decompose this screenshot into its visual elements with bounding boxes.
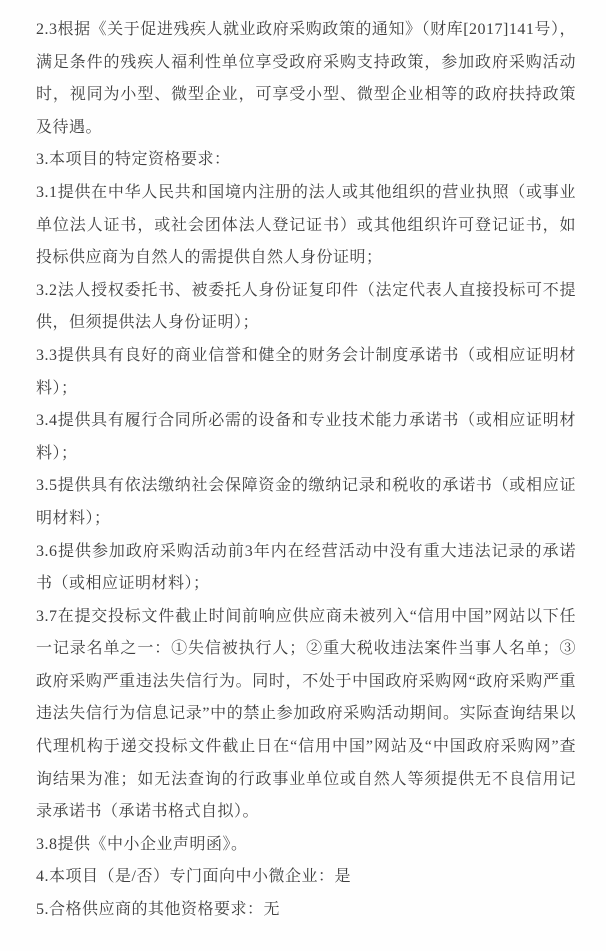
clause-3-1: 3.1提供在中华人民共和国境内注册的法人或其他组织的营业执照（或事业单位法人证书，或社会团体法人登记证书）或其他组织许可登记证书，如投标供应商为自然人的需提供自然人身份证明； [36,183,576,267]
clause-3-2: 3.2法人授权委托书、被委托人身份证复印件（法定代表人直接投标可不提供，但须提供法人身份证明）； [36,281,576,332]
clause-2-3: 2.3根据《关于促进残疾人就业政府采购政策的通知》（财库[2017]141号），满足条件的残疾人福利性单位享受政府采购支持政策，参加政府采购活动时，视同为小型、微型企业，可享受小型、微型企业相等的政府扶持政策及待遇。 [36,21,576,136]
clause-3-7: 3.7在提交投标文件截止时间前响应供应商未被列入“信用中国”网站以下任一记录名单之一：①失信被执行人；②重大税收违法案件当事人名单；③政府采购严重违法失信行为。同时，不处于中国政府采购网“政府采购严重违法失信行为信息记录”中的禁止参加政府采购活动期间。实际查询结果以代理机构于递交投标文件截止日在“信用中国”网站及“中国政府采购网”查询结果为准；如无法查询的行政事业单位或自然人等须提供无不良信用记录承诺书（承诺书格式自拟）。 [36,607,576,821]
clause-3-8: 3.8提供《中小企业声明函》。 [36,835,248,853]
clause-3-5: 3.5提供具有依法缴纳社会保障资金的缴纳记录和税收的承诺书（或相应证明材料）； [36,477,576,527]
clause-3-4: 3.4提供具有履行合同所必需的设备和专业技术能力承诺书（或相应证明材料）； [36,412,576,462]
clause-4: 4.本项目（是/否）专门面向中小微企业：是 [36,868,351,886]
clause-3-heading: 3.本项目的特定资格要求： [36,151,231,169]
clause-3-3: 3.3提供具有良好的商业信誉和健全的财务会计制度承诺书（或相应证明材料）； [36,346,576,397]
clause-3-6: 3.6提供参加政府采购活动前3年内在经营活动中没有重大违法记录的承诺书（或相应证明材料）； [36,542,576,593]
clause-5: 5.合格供应商的其他资格要求：无 [36,901,281,919]
